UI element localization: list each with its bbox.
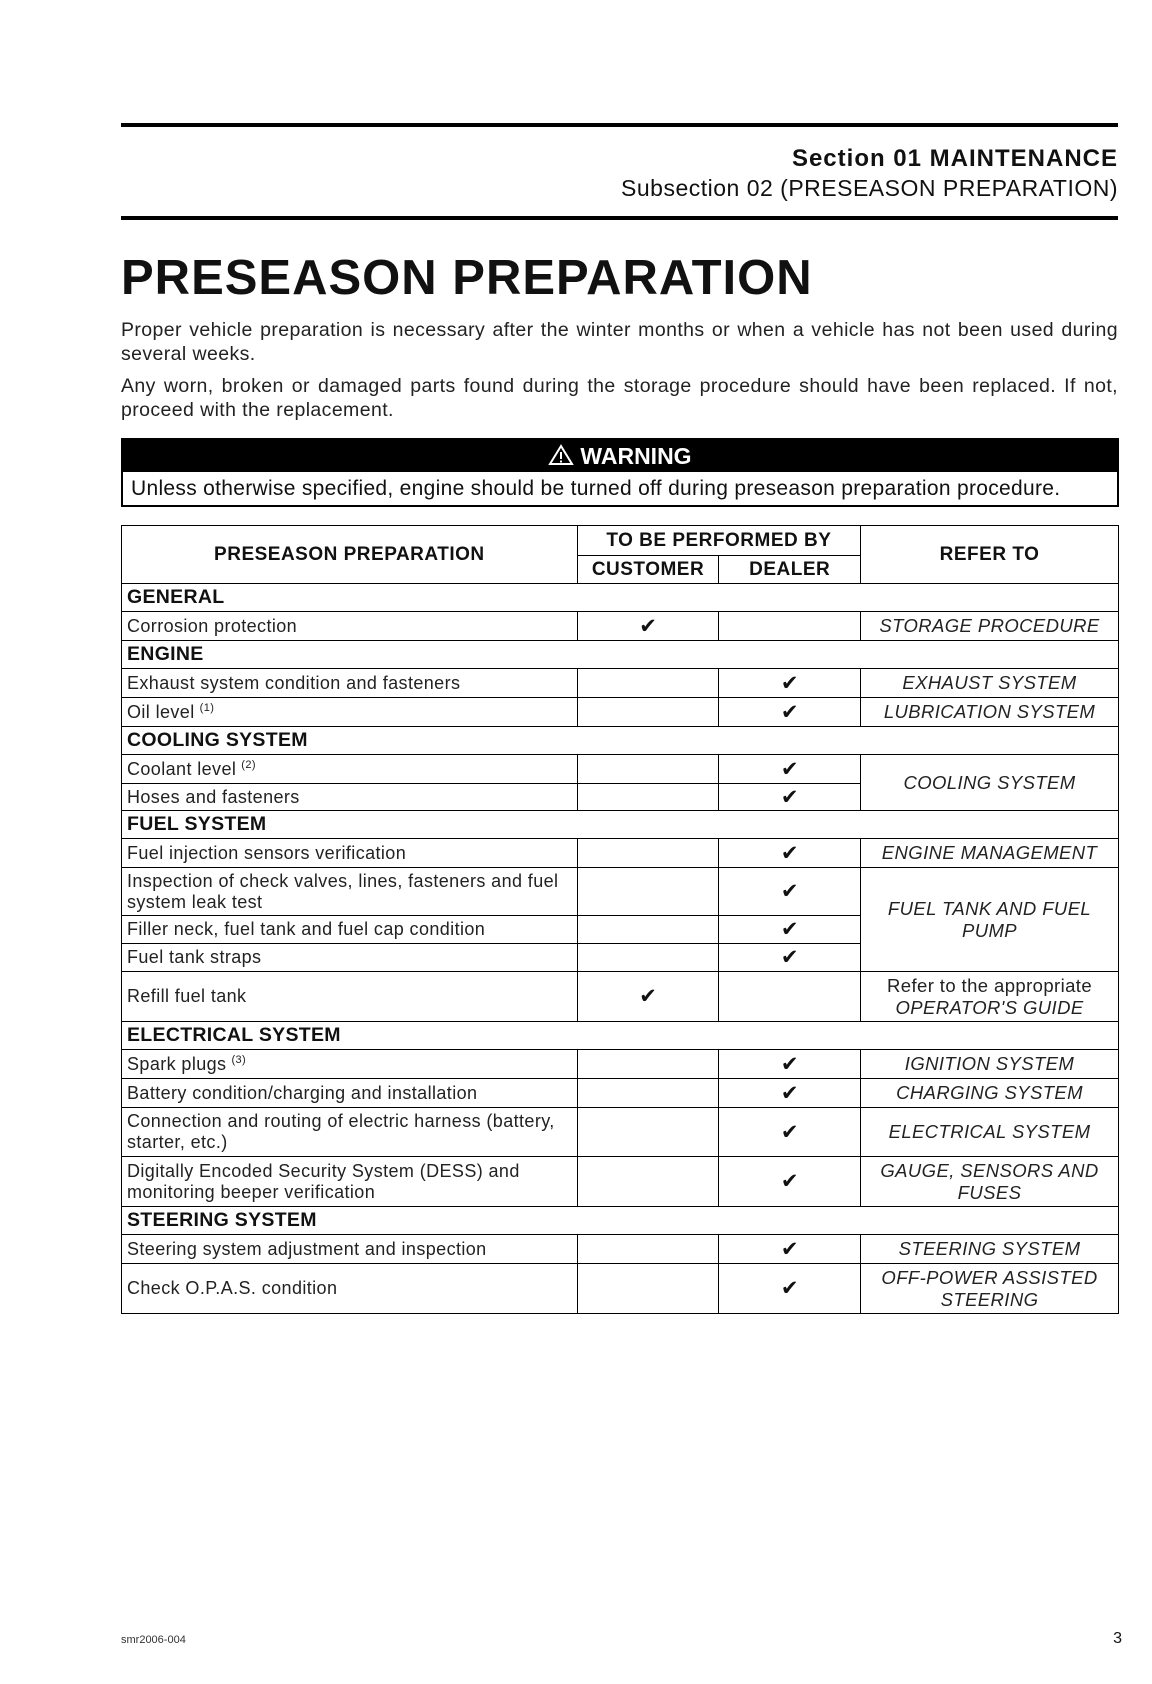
section-title: ELECTRICAL SYSTEM	[122, 1022, 1119, 1050]
dealer-cell	[719, 1157, 861, 1207]
row-item-label: Exhaust system condition and fasteners	[127, 672, 461, 693]
dealer-cell	[719, 1264, 861, 1314]
refer-to-text: GAUGE, SENSORS AND FUSES	[880, 1159, 1099, 1203]
refer-to-text: ELECTRICAL SYSTEM	[888, 1121, 1091, 1142]
row-item-label: Hoses and fasteners	[127, 786, 300, 807]
top-rule	[121, 123, 1118, 127]
row-item	[122, 916, 578, 944]
header-activity: PRESEASON PREPARATION	[122, 526, 578, 584]
customer-cell	[577, 972, 719, 1022]
row-item	[122, 1235, 578, 1264]
section-title: GENERAL	[122, 584, 1119, 612]
dealer-cell	[719, 1079, 861, 1108]
table-row	[122, 1235, 1119, 1264]
refer-to-cell	[861, 698, 1119, 727]
subsection-header: Subsection 02 (PRESEASON PREPARATION)	[621, 175, 1118, 201]
preseason-table	[121, 525, 1119, 1314]
row-item	[122, 755, 578, 784]
row-footnote-ref: (3)	[231, 1053, 247, 1066]
row-item-label: Connection and routing of electric harness (battery, starter, etc.)	[127, 1111, 555, 1152]
refer-to-text: STEERING SYSTEM	[898, 1238, 1081, 1259]
refer-to-cell	[861, 1079, 1119, 1108]
customer-cell	[577, 916, 719, 944]
dealer-cell	[719, 839, 861, 868]
refer-to-cell	[861, 612, 1119, 641]
refer-to-text: CHARGING SYSTEM	[896, 1082, 1083, 1103]
row-item-label: Steering system adjustment and inspection	[127, 1238, 487, 1259]
refer-to-prefix: Refer to the appropriate	[887, 974, 1093, 996]
row-item	[122, 1079, 578, 1108]
refer-to-cell	[861, 839, 1119, 868]
customer-cell	[577, 1108, 719, 1157]
table-row	[122, 868, 1119, 916]
table-section-row	[122, 727, 1119, 755]
header-performed-by: TO BE PERFORMED BY	[577, 526, 860, 556]
warning-label: WARNING	[580, 443, 692, 469]
dealer-cell	[719, 755, 861, 784]
customer-cell	[577, 1079, 719, 1108]
table-row	[122, 612, 1119, 641]
refer-to-cell	[861, 1050, 1119, 1079]
row-footnote-ref: (1)	[199, 701, 215, 714]
row-item	[122, 1050, 578, 1079]
header-customer: CUSTOMER	[577, 556, 719, 584]
warning-header	[123, 440, 1117, 472]
check-mark-icon: ✔	[780, 1052, 799, 1076]
customer-cell	[577, 612, 719, 641]
row-item	[122, 839, 578, 868]
table-section-row	[122, 641, 1119, 669]
table-row	[122, 698, 1119, 727]
check-mark-icon: ✔	[780, 1120, 799, 1144]
row-item-label: Coolant level	[127, 758, 237, 779]
check-mark-icon: ✔	[780, 880, 799, 903]
dealer-cell	[719, 1050, 861, 1079]
row-item-label: Digitally Encoded Security System (DESS) and monitoring beeper verification	[127, 1160, 520, 1202]
check-mark-icon: ✔	[780, 841, 799, 865]
customer-cell	[577, 839, 719, 868]
customer-cell	[577, 1235, 719, 1264]
row-item	[122, 972, 578, 1022]
table-row	[122, 755, 1119, 784]
check-mark-icon: ✔	[780, 1237, 799, 1261]
customer-cell	[577, 1157, 719, 1207]
refer-to-text: FUEL TANK AND FUEL PUMP	[887, 897, 1092, 941]
header-refer-to: REFER TO	[861, 526, 1119, 584]
dealer-cell	[719, 669, 861, 698]
refer-to-text: COOLING SYSTEM	[903, 771, 1076, 793]
row-item	[122, 944, 578, 972]
warning-text: Unless otherwise specified, engine should be turned off during preseason preparation procedure.	[131, 477, 1061, 500]
customer-cell	[577, 698, 719, 727]
row-item	[122, 612, 578, 641]
row-item	[122, 698, 578, 727]
refer-to-cell	[861, 1235, 1119, 1264]
refer-to-cell	[861, 1157, 1119, 1207]
check-mark-icon: ✔	[780, 1081, 799, 1105]
dealer-cell	[719, 868, 861, 916]
table-section-row	[122, 811, 1119, 839]
row-item	[122, 1108, 578, 1157]
row-footnote-ref: (2)	[241, 758, 256, 771]
table-row	[122, 839, 1119, 868]
header-rule	[121, 216, 1118, 220]
row-item-label: Inspection of check valves, lines, fasteners and fuel system leak test	[127, 870, 559, 912]
row-item-label: Battery condition/charging and installation	[127, 1082, 478, 1103]
dealer-cell	[719, 944, 861, 972]
dealer-cell	[719, 1235, 861, 1264]
table-row	[122, 1264, 1119, 1314]
customer-cell	[577, 868, 719, 916]
refer-to-text: ENGINE MANAGEMENT	[881, 842, 1098, 863]
page-title: PRESEASON PREPARATION	[121, 251, 813, 305]
customer-cell	[577, 1050, 719, 1079]
row-item	[122, 868, 578, 916]
table-row	[122, 972, 1119, 1022]
check-mark-icon: ✔	[780, 946, 799, 969]
check-mark-icon: ✔	[639, 614, 657, 638]
row-item	[122, 669, 578, 698]
dealer-cell	[719, 1108, 861, 1157]
refer-to-cell	[861, 1108, 1119, 1157]
row-item-label: Filler neck, fuel tank and fuel cap condition	[127, 919, 486, 939]
document-code: smr2006-004	[121, 1634, 186, 1646]
refer-to-cell	[861, 755, 1119, 811]
refer-to-text: OFF-POWER ASSISTED STEERING	[881, 1266, 1098, 1310]
section-title: COOLING SYSTEM	[122, 727, 1119, 755]
dealer-cell	[719, 698, 861, 727]
check-mark-icon: ✔	[639, 985, 657, 1008]
section-title: ENGINE	[122, 641, 1119, 669]
table-row	[122, 1050, 1119, 1079]
row-item-label: Corrosion protection	[127, 615, 298, 636]
customer-cell	[577, 784, 719, 811]
check-mark-icon: ✔	[780, 757, 799, 781]
dealer-cell	[719, 612, 861, 641]
row-item-label: Oil level	[127, 701, 195, 722]
table-row	[122, 1079, 1119, 1108]
row-item	[122, 1157, 578, 1207]
row-item-label: Check O.P.A.S. condition	[127, 1278, 338, 1298]
customer-cell	[577, 944, 719, 972]
check-mark-icon: ✔	[780, 918, 799, 941]
page-number: 3	[1113, 1630, 1122, 1647]
table-section-row	[122, 1022, 1119, 1050]
intro-paragraph-2: Any worn, broken or damaged parts found during the storage procedure should have been replaced. If not, proceed with the replacement.	[121, 375, 1118, 421]
row-item-label: Fuel injection sensors verification	[127, 842, 407, 863]
check-mark-icon: ✔	[780, 1170, 799, 1193]
row-item-label: Fuel tank straps	[127, 947, 262, 967]
refer-to-text: LUBRICATION SYSTEM	[883, 701, 1096, 722]
refer-to-cell	[861, 1264, 1119, 1314]
refer-to-cell	[861, 868, 1119, 972]
row-item-label: Spark plugs	[127, 1053, 227, 1074]
table-row	[122, 1108, 1119, 1157]
refer-to-cell	[861, 972, 1119, 1022]
check-mark-icon: ✔	[780, 671, 799, 695]
check-mark-icon: ✔	[780, 700, 799, 724]
dealer-cell	[719, 784, 861, 811]
row-item-label: Refill fuel tank	[127, 986, 247, 1006]
refer-to-text: STORAGE PROCEDURE	[879, 615, 1100, 636]
refer-to-text: IGNITION SYSTEM	[904, 1053, 1075, 1074]
customer-cell	[577, 755, 719, 784]
table-body	[122, 584, 1119, 1314]
customer-cell	[577, 1264, 719, 1314]
table-row	[122, 1157, 1119, 1207]
header-dealer: DEALER	[719, 556, 861, 584]
dealer-cell	[719, 916, 861, 944]
table-row	[122, 669, 1119, 698]
warning-triangle-icon	[548, 442, 574, 474]
section-header: Section 01 MAINTENANCE	[791, 145, 1118, 172]
section-title: FUEL SYSTEM	[122, 811, 1119, 839]
refer-to-text: OPERATOR'S GUIDE	[895, 996, 1084, 1018]
table-section-row	[122, 584, 1119, 612]
customer-cell	[577, 669, 719, 698]
check-mark-icon: ✔	[780, 1277, 799, 1300]
check-mark-icon: ✔	[780, 785, 799, 809]
row-item	[122, 1264, 578, 1314]
row-item	[122, 784, 578, 811]
dealer-cell	[719, 972, 861, 1022]
refer-to-text: EXHAUST SYSTEM	[902, 672, 1077, 693]
warning-box	[121, 438, 1119, 507]
section-title: STEERING SYSTEM	[122, 1207, 1119, 1235]
table-section-row	[122, 1207, 1119, 1235]
refer-to-cell	[861, 669, 1119, 698]
intro-paragraph-1: Proper vehicle preparation is necessary after the winter months or when a vehicle has not been used during several weeks.	[121, 319, 1118, 365]
